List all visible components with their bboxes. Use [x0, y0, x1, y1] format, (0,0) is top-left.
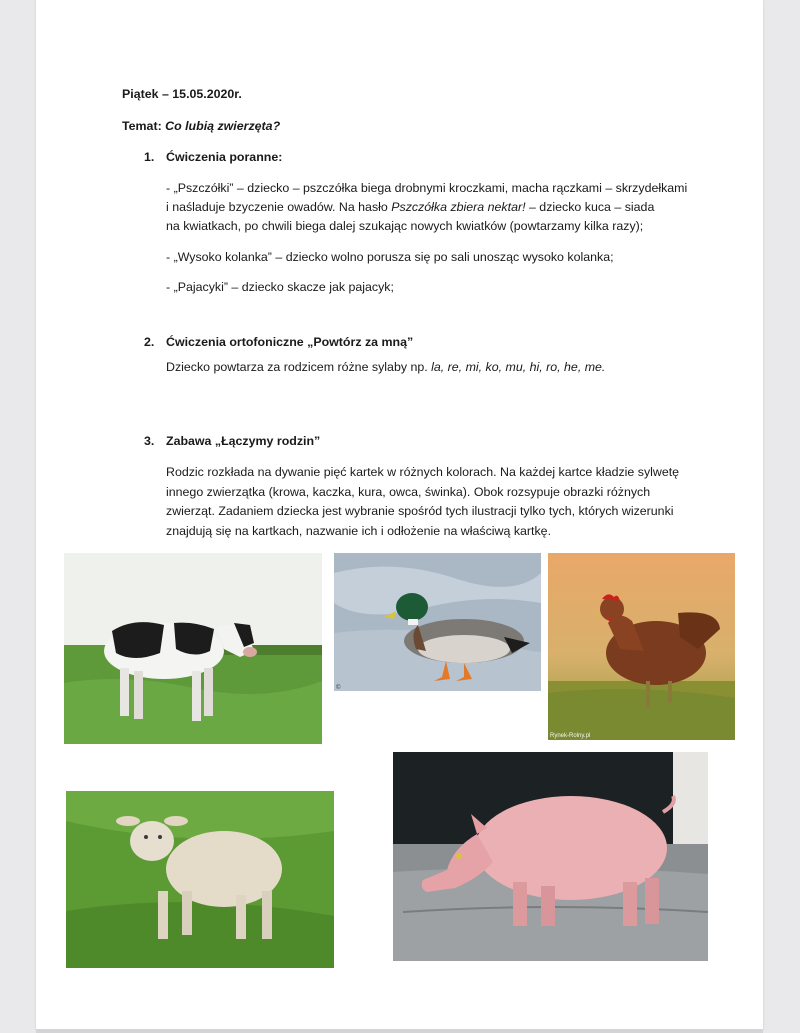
- section-1-number: 1.: [144, 150, 155, 164]
- section-3-line-3: zwierząt. Zadaniem dziecka jest wybranie spośród tych ilustracji tylko tych, których wizerunki: [166, 504, 674, 518]
- section-2-text: [166, 357, 605, 377]
- exercise-1-command: Pszczółka zbiera nektar!: [391, 200, 526, 214]
- duck-photo: [334, 553, 541, 691]
- exercise-1-line-2-end: – dziecko kuca – siada: [525, 200, 655, 214]
- pig-photo: [393, 752, 708, 961]
- topic-value: Co lubią zwierzęta?: [165, 119, 281, 133]
- section-2-number: 2.: [144, 335, 155, 349]
- page-bottom-edge: [36, 1029, 763, 1033]
- section-1-title: Ćwiczenia poranne:: [166, 150, 283, 164]
- section-3-heading: [144, 431, 320, 451]
- section-1-heading: [144, 147, 282, 167]
- section-3-line-1: Rodzic rozkłada na dywanie pięć kartek w różnych kolorach. Na każdej kartce kładzie sylwetę: [166, 465, 680, 479]
- section-2-title: Ćwiczenia ortofoniczne „Powtórz za mną”: [166, 335, 414, 349]
- section-3-line-2: innego zwierzątka (krowa, kaczka, kura, owca, świnka). Obok rozsypuje obrazki różnych: [166, 485, 651, 499]
- topic-label: Temat:: [122, 119, 162, 133]
- section-2-text-main: Dziecko powtarza za rodzicem różne sylaby np.: [166, 360, 432, 374]
- exercise-2-line: - „Wysoko kolanka” – dziecko wolno porusza się po sali unosząc wysoko kolanka;: [166, 250, 614, 264]
- exercise-1-line-2: [166, 197, 654, 217]
- topic-line: [122, 116, 280, 136]
- exercise-1-line-1: - „Pszczółki” – dziecko – pszczółka biega drobnymi kroczkami, macha rączkami – skrzydełkami: [166, 181, 688, 195]
- sheep-photo: [66, 791, 334, 968]
- hen-watermark: Rynek-Rolny.pl: [550, 733, 591, 739]
- document-page: [36, 0, 763, 1030]
- section-2-syllables: la, re, mi, ko, mu, hi, ro, he, me.: [431, 360, 606, 374]
- hen-photo: [548, 553, 735, 740]
- section-3-line-4: znajdują się na kartkach, nazwanie ich i odłożenie na właściwą kartkę.: [166, 524, 552, 538]
- exercise-1-line-3: na kwiatkach, po chwili biega dalej szukając nowych kwiatków (powtarzamy kilka razy);: [166, 219, 644, 233]
- exercise-3-line: - „Pajacyki” – dziecko skacze jak pajacyk;: [166, 280, 394, 294]
- section-2-heading: [144, 332, 413, 352]
- duck-watermark: ©: [336, 685, 341, 691]
- date-line: Piątek – 15.05.2020r.: [122, 87, 242, 101]
- cow-photo: [64, 553, 322, 744]
- exercise-1-line-2-text: i naśladuje bzyczenie owadów. Na hasło: [166, 200, 392, 214]
- section-3-number: 3.: [144, 434, 155, 448]
- section-3-title: Zabawa „Łączymy rodzin”: [166, 434, 321, 448]
